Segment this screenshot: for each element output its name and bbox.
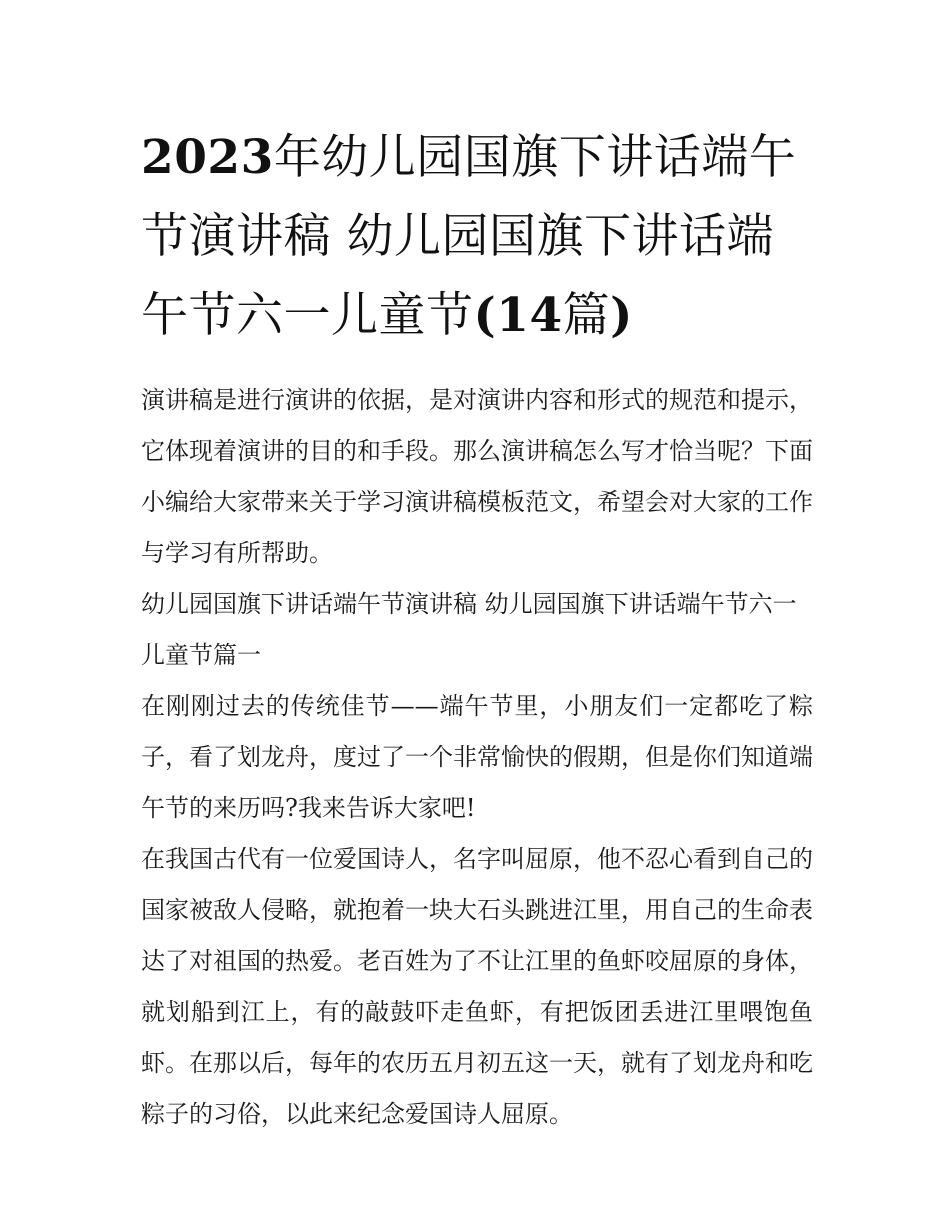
document-body	[141, 375, 813, 1140]
title-unit: 篇	[562, 288, 611, 343]
body-paragraph: 在刚刚过去的传统佳节——端午节里，小朋友们一定都吃了粽子，看了划龙舟，度过了一个非常愉快的假期，但是你们知道端午节的来历吗?我来告诉大家吧!	[141, 692, 813, 822]
document-title	[141, 118, 809, 355]
title-close: )	[610, 288, 633, 343]
document-content	[141, 118, 813, 1140]
title-text: 年幼儿园国旗下讲话端午节演讲稿 幼儿园国旗下讲话端午节六一儿童节	[141, 130, 797, 343]
body-paragraph: 在我国古代有一位爱国诗人，名字叫屈原，他不忍心看到自己的国家被敌人侵略，就抱着一块大石头跳进江里，用自己的生命表达了对祖国的热爱。老百姓为了不让江里的鱼虾咬屈原的身体，就划船到江上，有的敲鼓吓走鱼虾，有把饭团丢进江里喂饱鱼虾。在那以后，每年的农历五月初五这一天，就有了划龙舟和吃粽子的习俗，以此来纪念爱国诗人屈原。	[141, 845, 813, 1128]
intro-paragraph: 演讲稿是进行演讲的依据，是对演讲内容和形式的规范和提示，它体现着演讲的目的和手段。那么演讲稿怎么写才恰当呢？下面小编给大家带来关于学习演讲稿模板范文，希望会对大家的工作与学习有所帮助。	[141, 386, 813, 567]
title-year: 2023	[141, 130, 274, 185]
title-count: (14	[473, 288, 563, 343]
section-heading: 幼儿园国旗下讲话端午节演讲稿 幼儿园国旗下讲话端午节六一儿童节篇一	[141, 590, 797, 669]
